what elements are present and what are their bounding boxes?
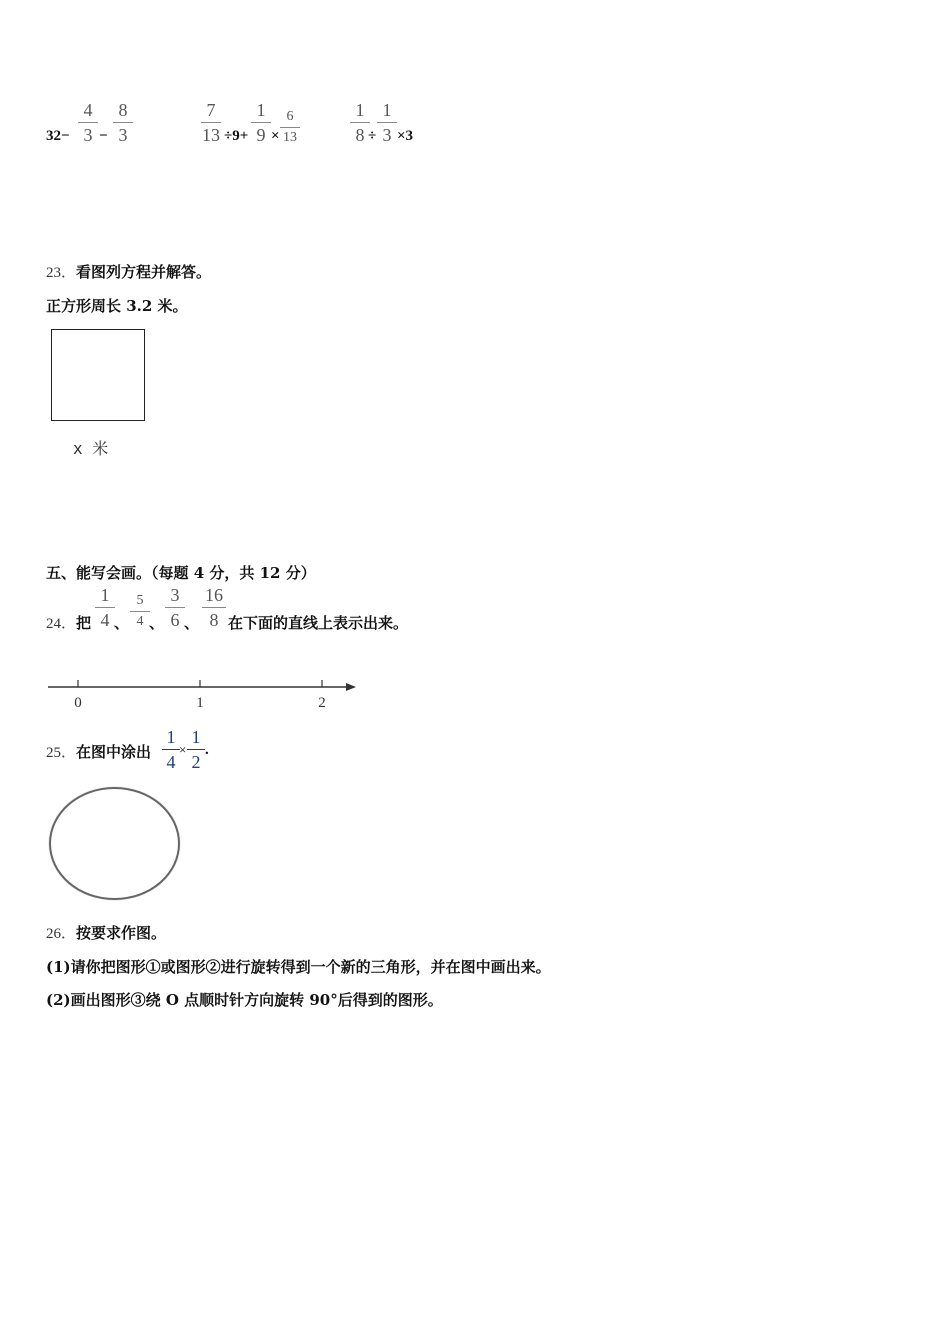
q25-end: . <box>205 742 209 758</box>
expr2-op2: × <box>271 128 280 144</box>
expr2-frac1: 7 13 <box>202 100 220 145</box>
q24-frac1: 1 4 <box>94 586 116 629</box>
expr1-frac1: 4 3 <box>77 101 99 144</box>
q24-sep3: 、 <box>184 614 200 632</box>
q24-sep1: 、 <box>114 614 130 632</box>
arrow-right-icon <box>346 683 356 691</box>
q25-frac1: 1 4 <box>161 728 181 771</box>
expr2-op1: ÷9+ <box>224 128 249 144</box>
expr3-op1: ÷ <box>368 128 377 144</box>
q25-number: 25． <box>46 745 77 761</box>
expr2-frac3: 6 13 <box>279 110 301 145</box>
q24-frac4: 16 8 <box>201 586 227 629</box>
q25-heading <box>46 741 151 762</box>
expr2-frac2: 1 9 <box>250 101 272 144</box>
q24-number: 24． <box>46 616 77 632</box>
q25-frac2: 1 2 <box>186 728 206 771</box>
q24-frac2: 5 4 <box>129 594 151 629</box>
q23-text: 看图列方程并解答。 <box>76 263 212 281</box>
circle-figure <box>49 787 180 900</box>
q24-frac3: 3 6 <box>164 586 186 629</box>
square-figure <box>51 329 145 421</box>
q24-prefix: 把 <box>76 614 92 632</box>
q26-text: 按要求作图。 <box>76 924 167 942</box>
number-line <box>40 674 370 714</box>
section5-title: 五、能写会画。（每题 4 分，共 12 分） <box>46 564 316 582</box>
q23-line2: 正方形周长 3.2 米。 <box>46 297 188 315</box>
q26-number: 26． <box>46 926 77 942</box>
q25-op: × <box>179 742 187 757</box>
expr3-frac2: 1 3 <box>376 101 398 144</box>
q26-part2: (2)画出图形③绕 O 点顺时针方向旋转 90°后得到的图形。 <box>46 991 443 1009</box>
expr1-op: − <box>99 128 108 144</box>
q26-part1: (1)请你把图形①或图形②进行旋转得到一个新的三角形，并在图中画出来。 <box>46 958 551 976</box>
tick-label-1: 1 <box>196 695 204 711</box>
q26-heading <box>46 922 166 943</box>
tick-label-2: 2 <box>318 695 326 711</box>
q24-heading <box>46 612 91 633</box>
q25-text: 在图中涂出 <box>76 743 152 761</box>
expr1-lead: 32− <box>46 128 70 144</box>
tick-label-0: 0 <box>74 695 82 711</box>
q24-suffix: 在下面的直线上表示出来。 <box>228 614 409 632</box>
square-side-label: x 米 <box>73 439 109 458</box>
q23-number: 23． <box>46 265 77 281</box>
q23-heading <box>46 261 211 282</box>
expr3-op2: ×3 <box>397 128 414 144</box>
expr3-frac1: 1 8 <box>349 101 371 144</box>
q24-sep2: 、 <box>149 614 165 632</box>
expr1-frac2: 8 3 <box>112 101 134 144</box>
